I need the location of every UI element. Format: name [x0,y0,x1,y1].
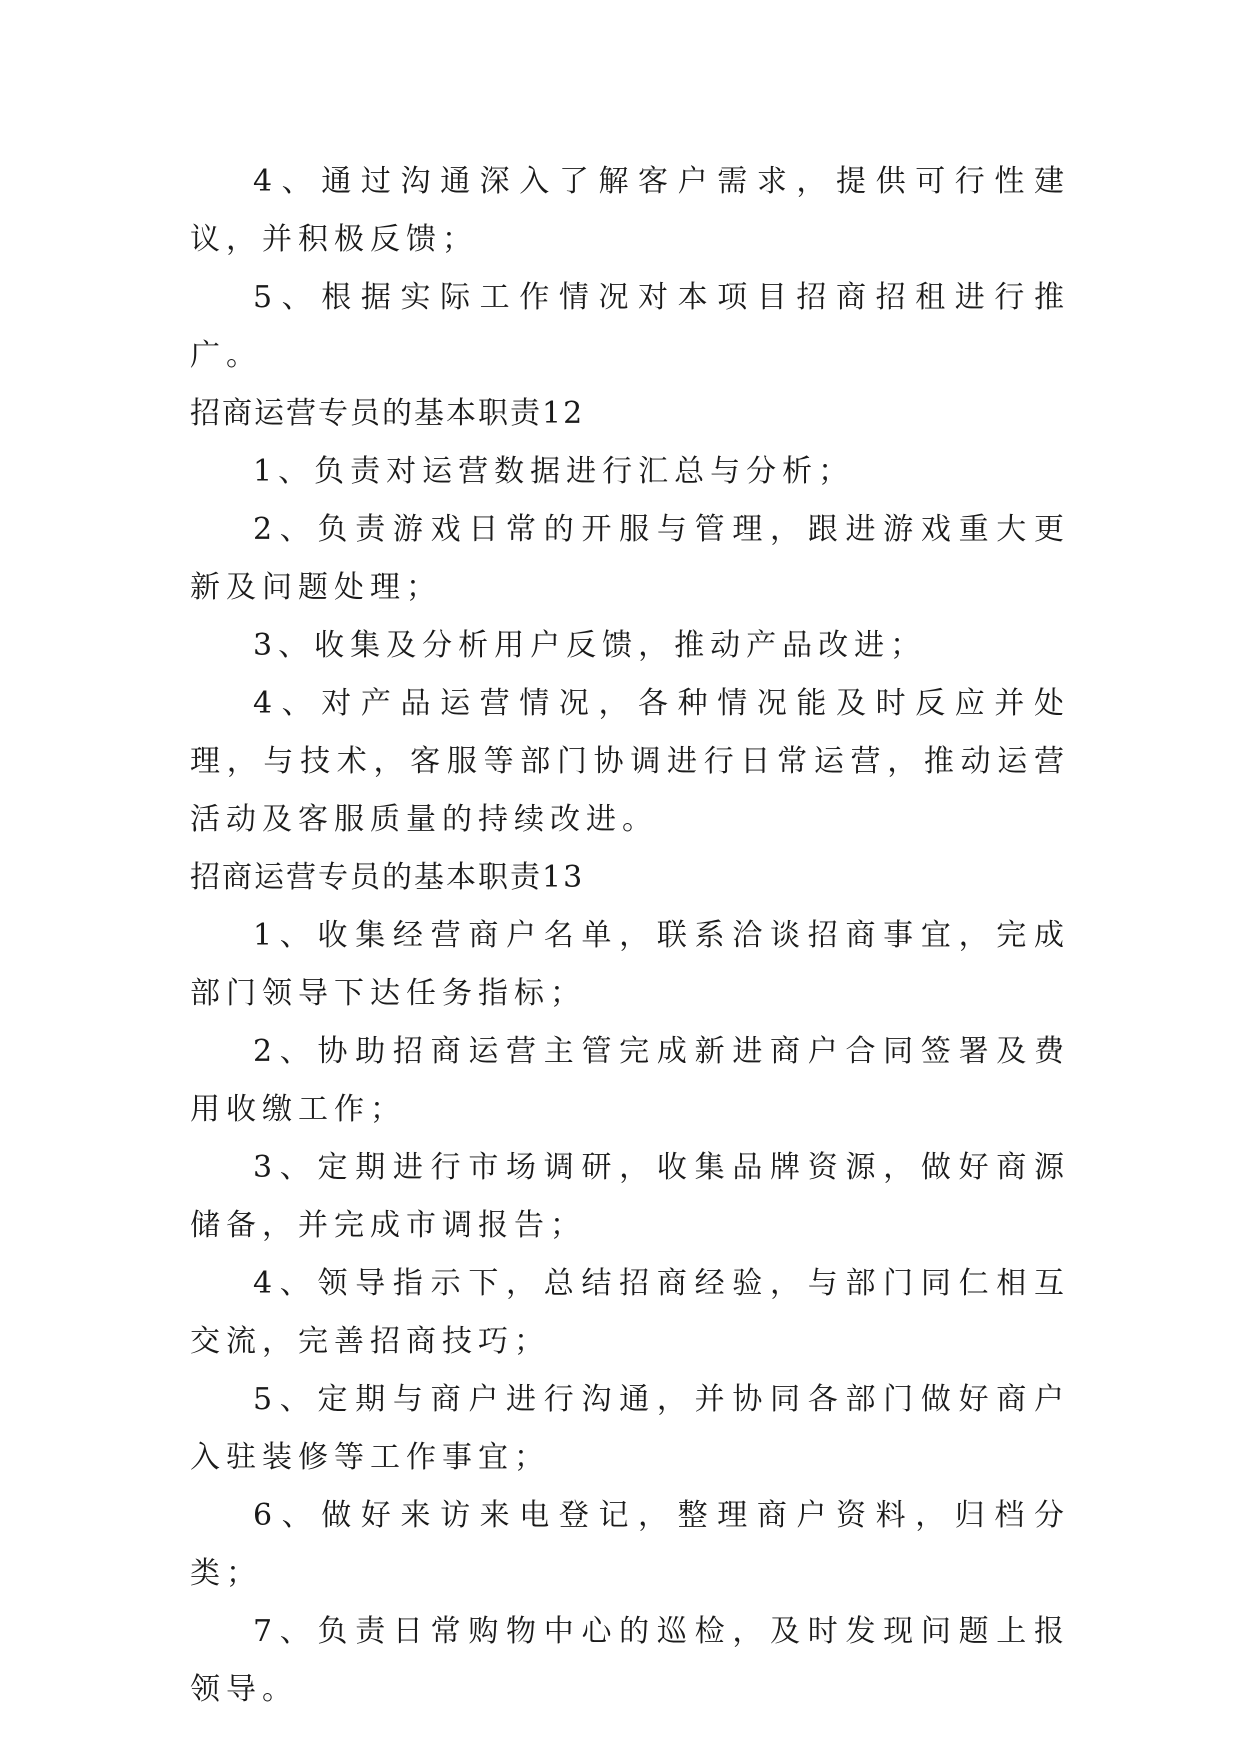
paragraph: 5、定期与商户进行沟通，并协同各部门做好商户入驻装修等工作事宜； [190,1382,1070,1475]
paragraph: 4、领导指示下，总结招商经验，与部门同仁相互交流，完善招商技巧； [190,1266,1070,1359]
paragraph: 1、收集经营商户名单，联系洽谈招商事宜，完成部门领导下达任务指标； [190,918,1070,1011]
paragraph: 1、负责对运营数据进行汇总与分析； [253,454,855,489]
paragraph: 2、协助招商运营主管完成新进商户合同签署及费用收缴工作； [190,1034,1070,1127]
paragraph: 2、负责游戏日常的开服与管理，跟进游戏重大更新及问题处理； [190,512,1070,605]
paragraph: 4、对产品运营情况，各种情况能及时反应并处理，与技术，客服等部门协调进行日常运营，推动运营活动及客服质量的持续改进。 [190,686,1070,837]
paragraph: 6、做好来访来电登记，整理商户资料，归档分类； [190,1498,1070,1591]
paragraph: 7、负责日常购物中心的巡检，及时发现问题上报领导。 [190,1614,1070,1707]
section-heading: 招商运营专员的基本职责13 [190,860,585,895]
section-heading: 招商运营专员的基本职责12 [190,396,585,431]
paragraph: 5、根据实际工作情况对本项目招商招租进行推广。 [190,280,1070,373]
document-body [190,153,1070,1719]
paragraph: 3、收集及分析用户反馈，推动产品改进； [253,628,927,663]
paragraph: 3、定期进行市场调研，收集品牌资源，做好商源储备，并完成市调报告； [190,1150,1070,1243]
paragraph: 4、通过沟通深入了解客户需求，提供可行性建议，并积极反馈； [190,164,1070,257]
